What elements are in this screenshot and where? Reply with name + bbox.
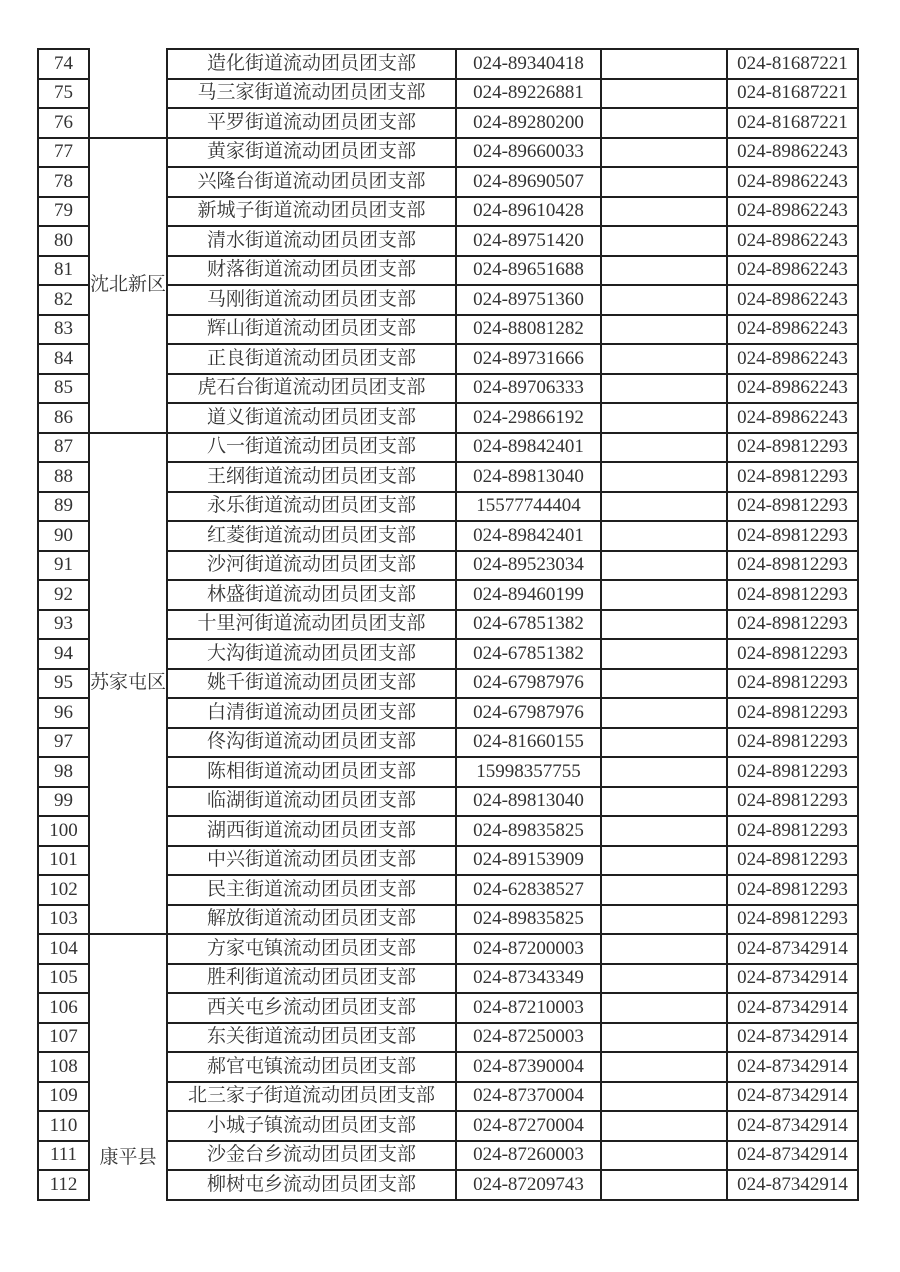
contact-phone-cell: 024-81687221: [727, 79, 858, 109]
contact-phone-cell: 024-87342914: [727, 1170, 858, 1200]
contact-phone-cell: 024-89812293: [727, 462, 858, 492]
row-number-cell: 79: [38, 197, 89, 227]
organization-cell: 兴隆台街道流动团员团支部: [167, 167, 456, 197]
row-number-cell: 100: [38, 816, 89, 846]
district-cell: 沈北新区: [89, 138, 167, 433]
contact-phone-cell: 024-89862243: [727, 285, 858, 315]
contact-phone-cell: 024-87342914: [727, 1082, 858, 1112]
contact-phone-cell: 024-89862243: [727, 256, 858, 286]
row-number-cell: 95: [38, 669, 89, 699]
phone-cell: 024-89660033: [456, 138, 601, 168]
contact-phone-cell: 024-89862243: [727, 138, 858, 168]
blank-cell: [601, 757, 727, 787]
contact-phone-cell: 024-81687221: [727, 49, 858, 79]
row-number-cell: 99: [38, 787, 89, 817]
blank-cell: [601, 49, 727, 79]
organization-cell: 辉山街道流动团员团支部: [167, 315, 456, 345]
contact-phone-cell: 024-89812293: [727, 580, 858, 610]
organization-cell: 王纲街道流动团员团支部: [167, 462, 456, 492]
row-number-cell: 91: [38, 551, 89, 581]
phone-cell: 024-89523034: [456, 551, 601, 581]
phone-cell: 024-62838527: [456, 875, 601, 905]
contact-phone-cell: 024-89812293: [727, 816, 858, 846]
phone-cell: 024-87250003: [456, 1023, 601, 1053]
district-cell: 苏家屯区: [89, 433, 167, 935]
contact-phone-cell: 024-89862243: [727, 315, 858, 345]
contact-phone-cell: 024-89812293: [727, 698, 858, 728]
contact-phone-cell: 024-89812293: [727, 787, 858, 817]
blank-cell: [601, 639, 727, 669]
contact-phone-cell: 024-89812293: [727, 492, 858, 522]
phone-cell: 024-89731666: [456, 344, 601, 374]
organization-cell: 西关屯乡流动团员团支部: [167, 993, 456, 1023]
contact-phone-cell: 024-87342914: [727, 1141, 858, 1171]
contact-phone-cell: 024-89812293: [727, 610, 858, 640]
phone-cell: 024-89690507: [456, 167, 601, 197]
blank-cell: [601, 1111, 727, 1141]
contact-phone-cell: 024-87342914: [727, 1052, 858, 1082]
contact-phone-cell: 024-89812293: [727, 875, 858, 905]
row-number-cell: 81: [38, 256, 89, 286]
blank-cell: [601, 993, 727, 1023]
blank-cell: [601, 138, 727, 168]
row-number-cell: 92: [38, 580, 89, 610]
row-number-cell: 97: [38, 728, 89, 758]
blank-cell: [601, 1141, 727, 1171]
blank-cell: [601, 256, 727, 286]
row-number-cell: 93: [38, 610, 89, 640]
contact-phone-cell: 024-89862243: [727, 226, 858, 256]
phone-cell: 024-89651688: [456, 256, 601, 286]
blank-cell: [601, 1082, 727, 1112]
blank-cell: [601, 875, 727, 905]
blank-cell: [601, 344, 727, 374]
organization-cell: 方家屯镇流动团员团支部: [167, 934, 456, 964]
organization-cell: 黄家街道流动团员团支部: [167, 138, 456, 168]
organization-cell: 北三家子街道流动团员团支部: [167, 1082, 456, 1112]
organization-cell: 姚千街道流动团员团支部: [167, 669, 456, 699]
contact-phone-cell: 024-81687221: [727, 108, 858, 138]
phone-cell: 024-89153909: [456, 846, 601, 876]
contact-phone-cell: 024-89812293: [727, 728, 858, 758]
row-number-cell: 74: [38, 49, 89, 79]
contact-phone-cell: 024-89812293: [727, 521, 858, 551]
row-number-cell: 105: [38, 964, 89, 994]
phone-cell: 024-67851382: [456, 639, 601, 669]
phone-cell: 024-89226881: [456, 79, 601, 109]
organization-cell: 新城子街道流动团员团支部: [167, 197, 456, 227]
phone-cell: 024-81660155: [456, 728, 601, 758]
phone-cell: 024-87370004: [456, 1082, 601, 1112]
organization-cell: 正良街道流动团员团支部: [167, 344, 456, 374]
contact-phone-cell: 024-89812293: [727, 551, 858, 581]
row-number-cell: 96: [38, 698, 89, 728]
phone-cell: 024-29866192: [456, 403, 601, 433]
blank-cell: [601, 108, 727, 138]
phone-cell: 15577744404: [456, 492, 601, 522]
organization-cell: 白清街道流动团员团支部: [167, 698, 456, 728]
row-number-cell: 83: [38, 315, 89, 345]
phone-cell: 024-87343349: [456, 964, 601, 994]
phone-cell: 024-89813040: [456, 787, 601, 817]
organization-cell: 林盛街道流动团员团支部: [167, 580, 456, 610]
organization-cell: 沙河街道流动团员团支部: [167, 551, 456, 581]
contact-phone-cell: 024-89812293: [727, 669, 858, 699]
phone-cell: 024-89751420: [456, 226, 601, 256]
blank-cell: [601, 787, 727, 817]
organization-cell: 马刚街道流动团员团支部: [167, 285, 456, 315]
row-number-cell: 108: [38, 1052, 89, 1082]
phone-cell: 024-67851382: [456, 610, 601, 640]
blank-cell: [601, 934, 727, 964]
row-number-cell: 101: [38, 846, 89, 876]
row-number-cell: 77: [38, 138, 89, 168]
blank-cell: [601, 1023, 727, 1053]
blank-cell: [601, 374, 727, 404]
contact-phone-cell: 024-89812293: [727, 846, 858, 876]
phone-cell: 024-89813040: [456, 462, 601, 492]
phone-cell: 024-88081282: [456, 315, 601, 345]
phone-cell: 024-89610428: [456, 197, 601, 227]
organization-cell: 解放街道流动团员团支部: [167, 905, 456, 935]
row-number-cell: 82: [38, 285, 89, 315]
organization-cell: 临湖街道流动团员团支部: [167, 787, 456, 817]
organization-cell: 清水街道流动团员团支部: [167, 226, 456, 256]
blank-cell: [601, 462, 727, 492]
phone-cell: 024-87260003: [456, 1141, 601, 1171]
blank-cell: [601, 521, 727, 551]
row-number-cell: 78: [38, 167, 89, 197]
row-number-cell: 111: [38, 1141, 89, 1171]
contact-phone-cell: 024-89812293: [727, 905, 858, 935]
contact-phone-cell: 024-89812293: [727, 433, 858, 463]
blank-cell: [601, 846, 727, 876]
organization-cell: 道义街道流动团员团支部: [167, 403, 456, 433]
blank-cell: [601, 433, 727, 463]
blank-cell: [601, 728, 727, 758]
contact-phone-cell: 024-87342914: [727, 934, 858, 964]
organization-cell: 佟沟街道流动团员团支部: [167, 728, 456, 758]
blank-cell: [601, 580, 727, 610]
contact-phone-cell: 024-89862243: [727, 167, 858, 197]
table-row: [38, 433, 858, 463]
phone-cell: 024-87210003: [456, 993, 601, 1023]
blank-cell: [601, 698, 727, 728]
organization-cell: 沙金台乡流动团员团支部: [167, 1141, 456, 1171]
organization-cell: 陈相街道流动团员团支部: [167, 757, 456, 787]
contact-phone-cell: 024-87342914: [727, 964, 858, 994]
table-row: [38, 138, 858, 168]
organization-cell: 胜利街道流动团员团支部: [167, 964, 456, 994]
row-number-cell: 75: [38, 79, 89, 109]
row-number-cell: 88: [38, 462, 89, 492]
phone-cell: 024-89280200: [456, 108, 601, 138]
district-cell: [89, 49, 167, 138]
blank-cell: [601, 492, 727, 522]
organization-cell: 柳树屯乡流动团员团支部: [167, 1170, 456, 1200]
row-number-cell: 110: [38, 1111, 89, 1141]
row-number-cell: 98: [38, 757, 89, 787]
blank-cell: [601, 197, 727, 227]
organization-cell: 大沟街道流动团员团支部: [167, 639, 456, 669]
row-number-cell: 103: [38, 905, 89, 935]
row-number-cell: 89: [38, 492, 89, 522]
row-number-cell: 106: [38, 993, 89, 1023]
phone-cell: 024-89751360: [456, 285, 601, 315]
phone-cell: 024-67987976: [456, 669, 601, 699]
contact-phone-cell: 024-89812293: [727, 639, 858, 669]
phone-cell: 024-87390004: [456, 1052, 601, 1082]
row-number-cell: 85: [38, 374, 89, 404]
phone-cell: 024-89706333: [456, 374, 601, 404]
row-number-cell: 94: [38, 639, 89, 669]
blank-cell: [601, 964, 727, 994]
row-number-cell: 76: [38, 108, 89, 138]
phone-cell: 024-89835825: [456, 816, 601, 846]
blank-cell: [601, 1170, 727, 1200]
contact-phone-cell: 024-89862243: [727, 197, 858, 227]
table-body: [38, 49, 858, 1200]
blank-cell: [601, 1052, 727, 1082]
organization-cell: 郝官屯镇流动团员团支部: [167, 1052, 456, 1082]
blank-cell: [601, 315, 727, 345]
row-number-cell: 109: [38, 1082, 89, 1112]
organization-cell: 永乐街道流动团员团支部: [167, 492, 456, 522]
phone-cell: 024-87200003: [456, 934, 601, 964]
contact-phone-cell: 024-87342914: [727, 993, 858, 1023]
blank-cell: [601, 403, 727, 433]
organization-cell: 湖西街道流动团员团支部: [167, 816, 456, 846]
organization-cell: 民主街道流动团员团支部: [167, 875, 456, 905]
blank-cell: [601, 167, 727, 197]
phone-cell: 024-67987976: [456, 698, 601, 728]
contact-phone-cell: 024-87342914: [727, 1023, 858, 1053]
row-number-cell: 80: [38, 226, 89, 256]
row-number-cell: 86: [38, 403, 89, 433]
blank-cell: [601, 226, 727, 256]
contact-phone-cell: 024-89862243: [727, 403, 858, 433]
row-number-cell: 112: [38, 1170, 89, 1200]
organization-cell: 中兴街道流动团员团支部: [167, 846, 456, 876]
organization-cell: 东关街道流动团员团支部: [167, 1023, 456, 1053]
phone-cell: 024-89340418: [456, 49, 601, 79]
contact-phone-cell: 024-87342914: [727, 1111, 858, 1141]
row-number-cell: 102: [38, 875, 89, 905]
phone-cell: 024-89835825: [456, 905, 601, 935]
blank-cell: [601, 551, 727, 581]
organization-cell: 十里河街道流动团员团支部: [167, 610, 456, 640]
contact-phone-cell: 024-89862243: [727, 344, 858, 374]
phone-cell: 024-89842401: [456, 433, 601, 463]
blank-cell: [601, 905, 727, 935]
organization-cell: 虎石台街道流动团员团支部: [167, 374, 456, 404]
document-table: [37, 48, 859, 1201]
organization-cell: 小城子镇流动团员团支部: [167, 1111, 456, 1141]
blank-cell: [601, 285, 727, 315]
phone-cell: 15998357755: [456, 757, 601, 787]
organization-cell: 马三家街道流动团员团支部: [167, 79, 456, 109]
blank-cell: [601, 610, 727, 640]
organization-cell: 平罗街道流动团员团支部: [167, 108, 456, 138]
phone-cell: 024-89460199: [456, 580, 601, 610]
organization-cell: 财落街道流动团员团支部: [167, 256, 456, 286]
blank-cell: [601, 79, 727, 109]
blank-cell: [601, 816, 727, 846]
contact-phone-cell: 024-89862243: [727, 374, 858, 404]
blank-cell: [601, 669, 727, 699]
row-number-cell: 107: [38, 1023, 89, 1053]
district-cell: 康平县: [89, 934, 167, 1200]
row-number-cell: 104: [38, 934, 89, 964]
table-row: [38, 49, 858, 79]
organization-cell: 造化街道流动团员团支部: [167, 49, 456, 79]
organization-cell: 红菱街道流动团员团支部: [167, 521, 456, 551]
row-number-cell: 87: [38, 433, 89, 463]
contact-phone-cell: 024-89812293: [727, 757, 858, 787]
row-number-cell: 90: [38, 521, 89, 551]
phone-cell: 024-87209743: [456, 1170, 601, 1200]
organization-cell: 八一街道流动团员团支部: [167, 433, 456, 463]
row-number-cell: 84: [38, 344, 89, 374]
phone-cell: 024-87270004: [456, 1111, 601, 1141]
phone-cell: 024-89842401: [456, 521, 601, 551]
table-row: [38, 934, 858, 964]
